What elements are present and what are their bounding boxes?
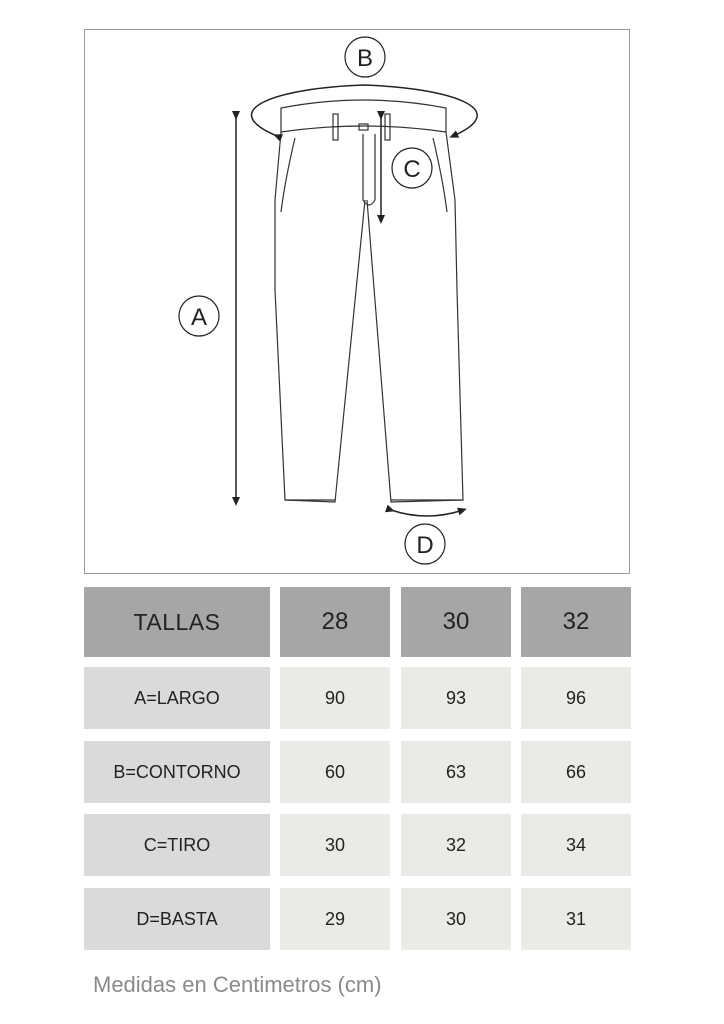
measure-d-badge [405,524,445,564]
row-value: 90 [280,667,390,729]
row-value: 60 [280,741,390,803]
row-value: 63 [401,741,511,803]
row-value: 31 [521,888,631,950]
measure-b-arrow [252,85,478,136]
row-value: 66 [521,741,631,803]
measure-d-arrow [391,510,463,516]
pants-outline [275,100,463,502]
svg-text:B: B [356,45,374,72]
header-size-30: 30 [401,587,511,657]
measure-b-badge [345,37,385,77]
row-value: 93 [401,667,511,729]
row-value: 29 [280,888,390,950]
pants-diagram [85,30,631,575]
row-value: 30 [280,814,390,876]
svg-text:A: A [190,304,208,331]
header-size-28: 28 [280,587,390,657]
row-value: 32 [401,814,511,876]
units-footnote: Medidas en Centimetros (cm) [93,972,382,997]
header-tallas: TALLAS [84,587,270,657]
row-label: C=TIRO [84,814,270,876]
row-label: A=LARGO [84,667,270,729]
row-label: B=CONTORNO [84,741,270,803]
row-value: 30 [401,888,511,950]
row-value: 34 [521,814,631,876]
row-label: D=BASTA [84,888,270,950]
svg-text:D: D [416,532,434,559]
header-size-32: 32 [521,587,631,657]
measure-c-badge [392,148,432,188]
svg-text:C: C [403,156,421,183]
measure-a-badge [179,296,219,336]
pants-diagram-frame [84,29,630,574]
row-value: 96 [521,667,631,729]
